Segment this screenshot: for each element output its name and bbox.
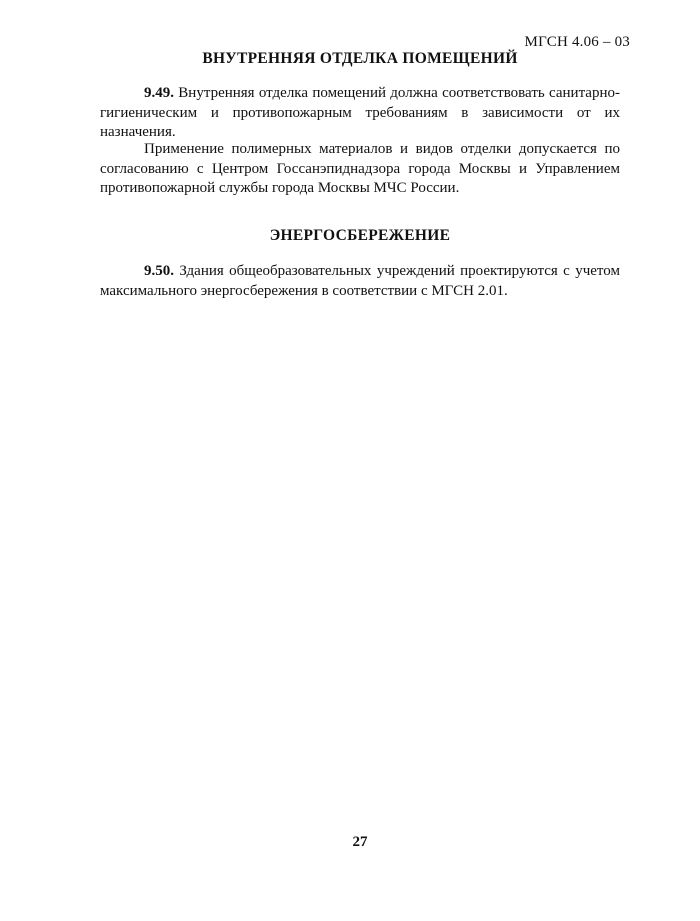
section-title-interior-finishing: ВНУТРЕННЯЯ ОТДЕЛКА ПОМЕЩЕНИЙ	[202, 50, 518, 67]
paragraph-polymer-materials	[100, 140, 620, 199]
document-code: МГСН 4.06 – 03	[524, 34, 630, 50]
paragraph-text: Внутренняя отделка помещений должна соответствовать санитарно-гигиеническим и противопожарным требованиям в зависимости от их назначения.	[100, 85, 620, 140]
paragraph-text: Здания общеобразовательных учреждений проектируются с учетом максимального энергосбережения в соответствии с МГСН 2.01.	[100, 263, 620, 299]
paragraph-9-50	[100, 262, 620, 301]
paragraph-9-49	[100, 84, 620, 143]
item-number: 9.50.	[144, 263, 174, 279]
page-number: 27	[352, 834, 368, 850]
item-number: 9.49.	[144, 85, 174, 101]
section-title-energy-saving: ЭНЕРГОСБЕРЕЖЕНИЕ	[269, 227, 451, 244]
paragraph-text: Применение полимерных материалов и видов отделки допускается по согласованию с Центром Госсанэпиднадзора города Москвы и Управлением противопожарной службы города Москвы МЧС России.	[100, 141, 620, 196]
